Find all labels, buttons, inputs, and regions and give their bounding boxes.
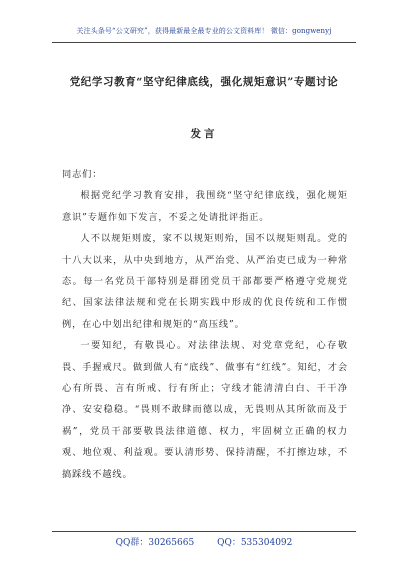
greeting: 同志们：	[62, 169, 103, 180]
footer-qq: QQ：535304092	[217, 538, 293, 548]
footer-qq-group: QQ群：30265665	[115, 538, 195, 548]
document-title-continued: 发言	[190, 128, 218, 140]
document-body	[62, 164, 348, 485]
footer	[0, 535, 408, 548]
header-divider	[52, 42, 356, 43]
document-title: 党纪学习教育“坚守纪律底线，强化规矩意识”专题讨论	[69, 76, 339, 88]
paragraph-rules: 人不以规矩则废，家不以规矩则殆，国不以规矩则乱。党的十八大以来，从中央到地方，从严治党、从严治吏已成为一种常态。每一名党员干部特别是群团党员干部都要严格遵守党规党纪、国家法律法规和党在长期实践中形成的优良传统和工作惯例，在心中划出纪律和规矩的“高压线”。	[62, 233, 348, 330]
footer-divider	[52, 531, 356, 532]
paragraph-intro: 根据党纪学习教育安排，我围绕“坚守纪律底线，强化规矩意识”专题作如下发言，不妥之处请批评指正。	[62, 190, 348, 223]
header-note: 关注头条号“公文研究”，获得最新最全最专业的公文资料库！ 微信：gongwenyj	[76, 27, 332, 35]
paragraph-know-discipline: 一要知纪，有敬畏心。对法律法规、对党章党纪，心存敬畏、手握戒尺。做到做人有“底线”、做事有“红线”。知纪，才会心有所畏、言有所戒、行有所止；守线才能清清白白、干干净净、安安稳稳。“畏则不敢肆而德以成，无畏则从其所欲而及于祸”，党员干部要敬畏法律道德、权力，牢固树立正确的权力观、地位观、利益观。要认清形势、保持清醒，不打擦边球，不搞踩线不越线。	[62, 340, 348, 480]
